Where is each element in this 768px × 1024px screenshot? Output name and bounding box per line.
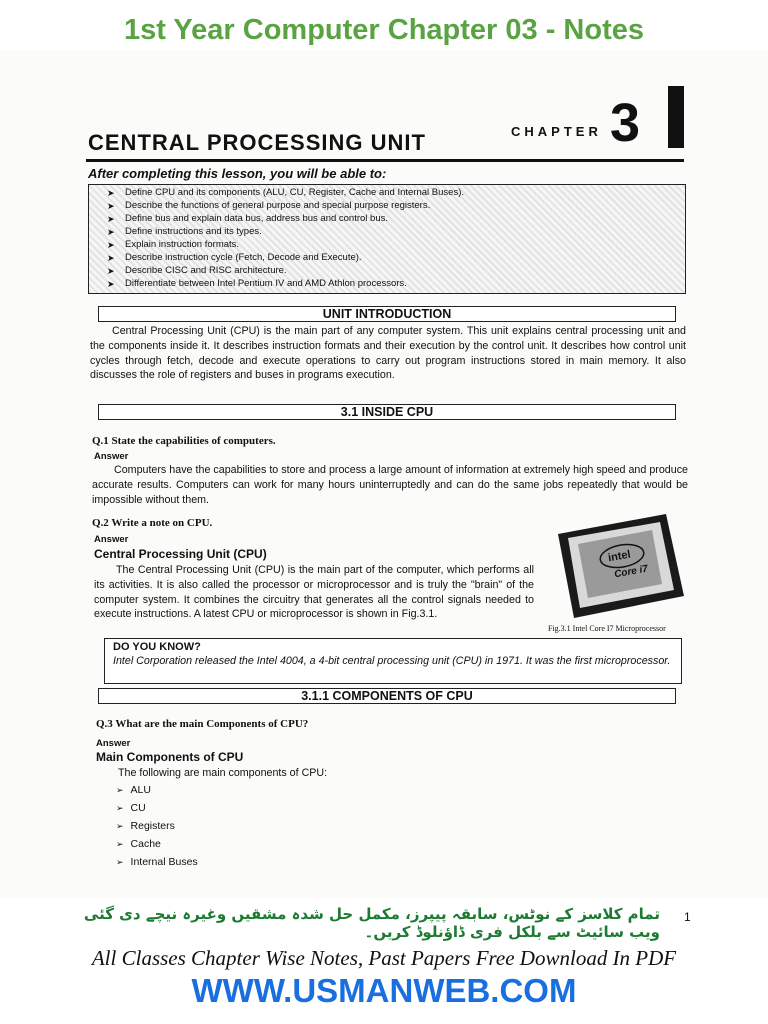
- chapter-label: CHAPTER: [511, 124, 602, 139]
- cpu-subheading: Central Processing Unit (CPU): [94, 547, 267, 561]
- answer-label: Answer: [94, 451, 129, 462]
- did-you-know-text: Intel Corporation released the Intel 4004, a 4-bit central processing unit (CPU) in 1971. It was the first microprocessor.: [113, 655, 671, 667]
- components-subheading: Main Components of CPU: [96, 750, 244, 764]
- objective-item: ➤ Define instructions and its types.: [125, 226, 262, 239]
- component-item: ➢ ALU: [116, 784, 151, 796]
- chip-model: Core i7: [613, 563, 649, 581]
- answer-1-text: Computers have the capabilities to store and process a large amount of information at extremely high speed and produce accurate results. Computers can work for many hours uninterruptedly and can do the same jobs repeatedly that would be impossible without them.: [92, 464, 688, 506]
- page-number: 1: [684, 910, 691, 924]
- question-1: Q.1 State the capabilities of computers.: [92, 435, 276, 447]
- answer-2-text: The Central Processing Unit (CPU) is the main part of the computer, which performs all its activities. It is also called the processor or microprocessor and is truly the "brain" of the computer system. It combines the circuitry that generates all the control signals needed to execute instructions. A latest CPU or microprocessor is shown in Fig.3.1.: [94, 564, 534, 621]
- website-link[interactable]: WWW.USMANWEB.COM: [191, 972, 577, 1009]
- component-item: ➢ Cache: [116, 838, 161, 850]
- page-title: 1st Year Computer Chapter 03 - Notes: [123, 14, 645, 46]
- chapter-title: CENTRAL PROCESSING UNIT: [88, 130, 426, 155]
- objective-item: ➤ Define bus and explain data bus, address bus and control bus.: [125, 213, 388, 226]
- figure-caption: Fig.3.1 Intel Core I7 Microprocessor: [548, 624, 666, 633]
- chapter-bar: [668, 86, 684, 148]
- objective-item: ➤ Describe instruction cycle (Fetch, Decode and Execute).: [125, 252, 362, 265]
- objective-item: ➤ Describe CISC and RISC architecture.: [125, 265, 287, 278]
- did-you-know-box: [104, 638, 682, 684]
- objective-item: ➤ Define CPU and its components (ALU, CU, Register, Cache and Internal Buses).: [125, 187, 464, 200]
- urdu-notice: تمام کلاسز کے نوٹس، سابقہ پیپرز، مکمل حل شدہ مشقیں وغیرہ نیچے دی گئی ویب سائیٹ سے بلکل فری ڈاؤنلوڈ کریں۔: [83, 905, 660, 941]
- answer-label: Answer: [94, 534, 129, 545]
- title-divider: [86, 159, 684, 162]
- cpu-chip-image: [548, 512, 688, 620]
- objectives-heading: After completing this lesson, you will be able to:: [88, 166, 387, 181]
- answer-label: Answer: [96, 738, 131, 749]
- objective-item: ➤ Explain instruction formats.: [125, 239, 239, 252]
- component-item: ➢ Registers: [116, 820, 175, 832]
- unit-intro-text: Central Processing Unit (CPU) is the main part of any computer system. This unit explains central processing unit and the components inside it. It describes instruction formats and their execution by the control unit. It describes how control unit cycles through fetch, decode and execute operations to carry out program instructions stored in main memory. It also discusses the role of registers and buses in programs execution.: [90, 325, 686, 382]
- chapter-number: 3: [610, 93, 641, 153]
- objective-item: ➤ Differentiate between Intel Pentium IV and AMD Athlon processors.: [125, 278, 407, 291]
- footer-tagline: All Classes Chapter Wise Notes, Past Papers Free Download In PDF: [91, 946, 677, 970]
- components-intro: The following are main components of CPU:: [118, 767, 328, 779]
- objective-item: ➤ Describe the functions of general purpose and special purpose registers.: [125, 200, 430, 213]
- unit-intro-heading: UNIT INTRODUCTION: [98, 306, 676, 322]
- section-heading: 3.1.1 COMPONENTS OF CPU: [98, 688, 676, 704]
- component-item: ➢ Internal Buses: [116, 856, 198, 868]
- chip-brand: intel: [607, 548, 632, 565]
- component-item: ➢ CU: [116, 802, 146, 814]
- question-2: Q.2 Write a note on CPU.: [92, 517, 213, 529]
- objectives-box: [88, 184, 686, 294]
- question-3: Q.3 What are the main Components of CPU?: [96, 718, 309, 730]
- did-you-know-heading: DO YOU KNOW?: [113, 641, 201, 653]
- section-heading: 3.1 INSIDE CPU: [98, 404, 676, 420]
